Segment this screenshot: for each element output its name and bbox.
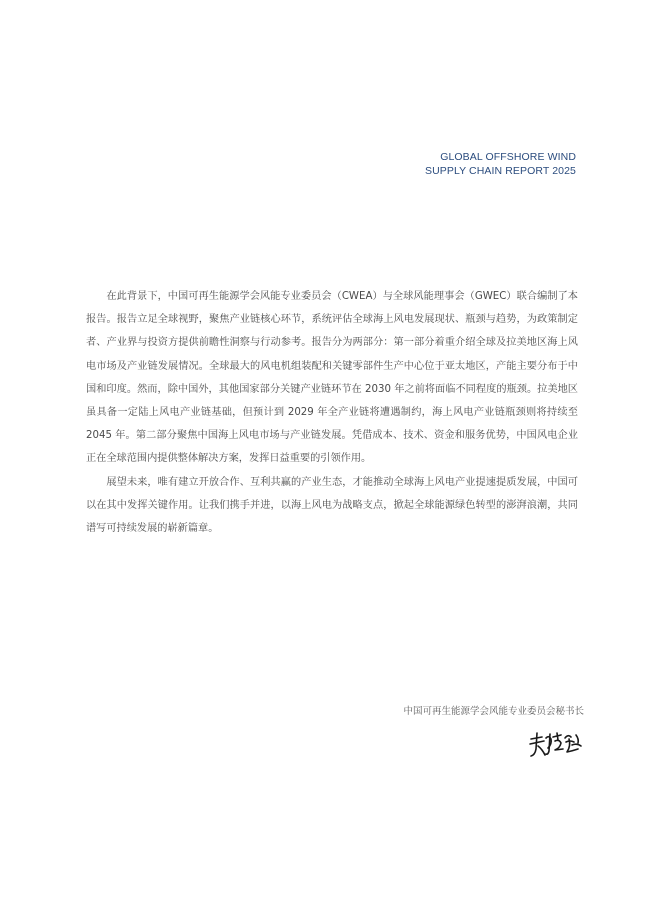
signatory-title: 中国可再生能源学会风能专业委员会秘书长 xyxy=(403,706,584,717)
foreword-paragraph-2: 展望未来，唯有建立开放合作、互利共赢的产业生态，才能推动全球海上风电产业提速提质发展，中国可以在其中发挥关键作用。让我们携手并进，以海上风电为战略支点，掀起全球能源绿色转型的澎湃浪潮，共同谱写可持续发展的崭新篇章。 xyxy=(86,476,578,535)
handwritten-signature xyxy=(528,729,584,759)
report-header xyxy=(425,150,576,178)
signature-block xyxy=(403,705,584,759)
report-title-line-2: SUPPLY CHAIN REPORT 2025 xyxy=(424,165,576,177)
foreword-paragraph-1: 在此背景下，中国可再生能源学会风能专业委员会（CWEA）与全球风能理事会（GWEC）联合编制了本报告。报告立足全球视野，聚焦产业链核心环节，系统评估全球海上风电发展现状、瓶颈与趋势，为政策制定者、产业界与投资方提供前瞻性洞察与行动参考。报告分为两部分：第一部分着重介绍全球及拉美地区海上风电市场及产业链发展情况。全球最大的风电机组装配和关键零部件生产中心位于亚太地区，产能主要分布于中国和印度。然而，除中国外，其他国家部分关键产业链环节在 2030 年之前将面临不同程度的瓶颈。拉美地区虽具备一定陆上风电产业链基础，但预计到 2029 年全产业链将遭遇制约，海上风电产业链瓶颈则将持续至 2045 年。第二部分聚焦中国海上风电市场与产业链发展。凭借成本、技术、资金和服务优势，中国风电企业正在全球范围内提供整体解决方案，发挥日益重要的引领作用。 xyxy=(86,291,578,465)
report-title-line-1: GLOBAL OFFSHORE WIND xyxy=(440,151,576,163)
foreword-body xyxy=(86,285,578,540)
